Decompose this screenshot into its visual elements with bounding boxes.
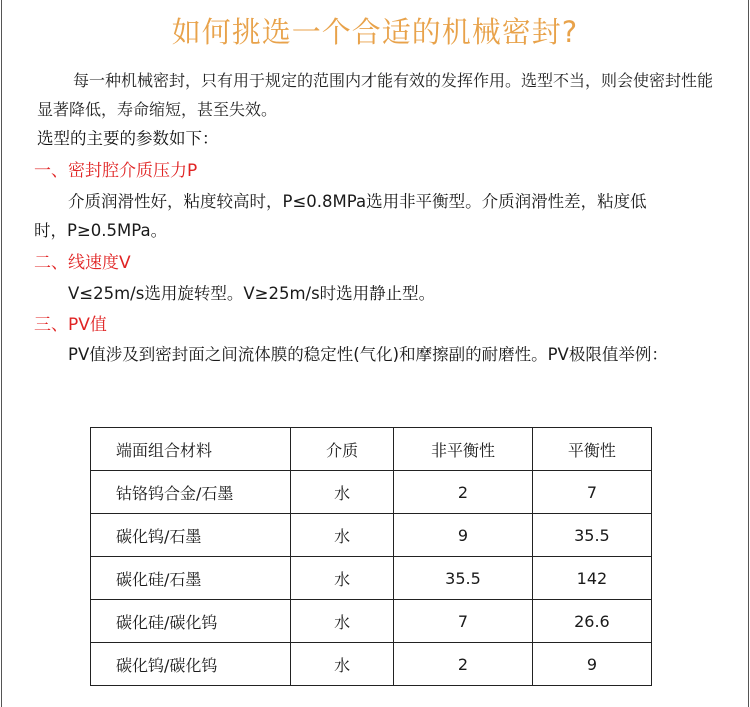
table-row <box>91 643 652 686</box>
cell-balanced: 7 <box>532 471 651 514</box>
cell-unbalanced: 2 <box>394 471 533 514</box>
cell-medium: 水 <box>291 600 394 643</box>
section-pv-heading: 三、PV值 <box>34 315 107 335</box>
cell-balanced: 142 <box>532 557 651 600</box>
section-speed-heading: 二、线速度V <box>34 253 131 273</box>
cell-balanced: 35.5 <box>532 514 651 557</box>
header-cell-balanced: 平衡性 <box>532 428 651 471</box>
page-title: 如何挑选一个合适的机械密封? <box>171 15 579 49</box>
cell-unbalanced: 35.5 <box>394 557 533 600</box>
section-speed-body: V≤25m/s选用旋转型。V≥25m/s时选用静止型。 <box>68 284 436 303</box>
intro-paragraph: 每一种机械密封，只有用于规定的范围内才能有效的发挥作用。选型不当，则会使密封性能显著降低，寿命缩短，甚至失效。 <box>37 71 714 119</box>
header-cell-unbalanced: 非平衡性 <box>394 428 533 471</box>
cell-material: 碳化钨/碳化钨 <box>91 643 291 686</box>
section-pv-body: PV值涉及到密封面之间流体膜的稳定性(气化)和摩擦副的耐磨性。PV极限值举例： <box>68 345 668 364</box>
parameters-lead: 选型的主要的参数如下： <box>37 129 219 148</box>
cell-balanced: 26.6 <box>532 600 651 643</box>
cell-medium: 水 <box>291 471 394 514</box>
table-row <box>91 471 652 514</box>
cell-unbalanced: 2 <box>394 643 533 686</box>
table-row <box>91 514 652 557</box>
pv-limit-table <box>90 427 652 686</box>
section-pressure-heading: 一、密封腔介质压力P <box>34 161 198 181</box>
cell-unbalanced: 7 <box>394 600 533 643</box>
right-border-line <box>748 0 749 707</box>
cell-medium: 水 <box>291 514 394 557</box>
cell-material: 碳化硅/石墨 <box>91 557 291 600</box>
table-header-row <box>91 428 652 471</box>
cell-medium: 水 <box>291 643 394 686</box>
cell-unbalanced: 9 <box>394 514 533 557</box>
table-row <box>91 557 652 600</box>
table-row <box>91 600 652 643</box>
cell-material: 碳化硅/碳化钨 <box>91 600 291 643</box>
cell-material: 钴铬钨合金/石墨 <box>91 471 291 514</box>
section-pressure-body: 介质润滑性好，粘度较高时，P≤0.8MPa选用非平衡型。介质润滑性差，粘度低时，P≥0.5MPa。 <box>34 192 647 240</box>
left-border-line <box>1 0 2 707</box>
cell-balanced: 9 <box>532 643 651 686</box>
cell-material: 碳化钨/石墨 <box>91 514 291 557</box>
header-cell-medium: 介质 <box>291 428 394 471</box>
cell-medium: 水 <box>291 557 394 600</box>
header-cell-material: 端面组合材料 <box>91 428 291 471</box>
